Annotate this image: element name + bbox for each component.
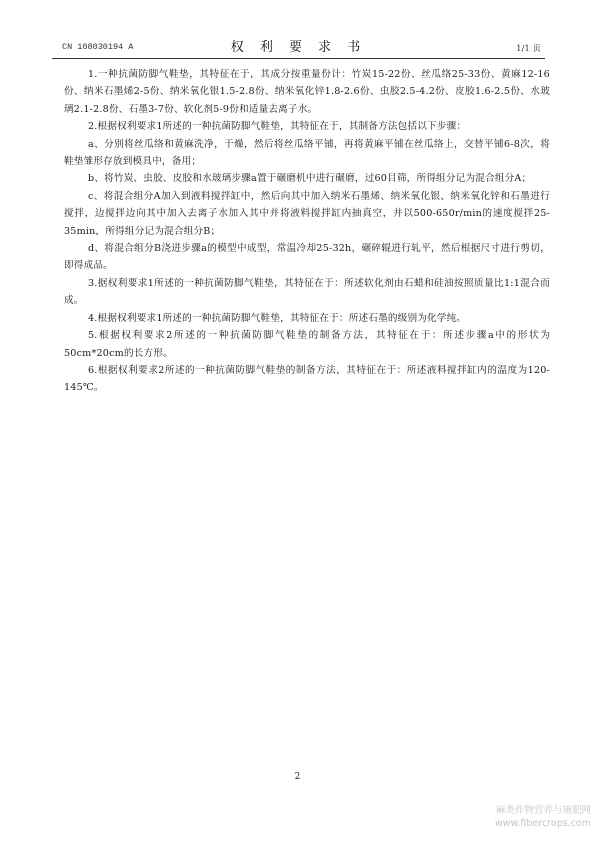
watermark-url: www.fibercrops.com: [494, 818, 591, 829]
claim-step-paragraph: a、分别将丝瓜络和黄麻洗净，干燥，然后将丝瓜络平铺，再将黄麻平铺在丝瓜络上，交替平铺6-8次，将鞋垫雏形存放到模具中，备用；: [64, 138, 550, 168]
claim-paragraph: 2.根据权利要求1所述的一种抗菌防脚气鞋垫，其特征在于，其制备方法包括以下步骤：: [88, 121, 467, 133]
page-number: 2: [294, 772, 301, 782]
claim-paragraph: 3.据权利要求1所述的一种抗菌防脚气鞋垫，其特征在于：所述软化剂由石蜡和硅油按照质量比1:1混合而成。: [64, 277, 550, 307]
claim-paragraph: 6.根据权利要求2所述的一种抗菌防脚气鞋垫的制备方法，其特征在于：所述液料搅拌缸内的温度为120-145℃。: [64, 364, 550, 394]
claim-step-paragraph: b、将竹炭、虫胶、皮胶和水玻璃步骤a置于碾磨机中进行碾磨，过60目筛，所得组分记为混合组分A；: [88, 173, 532, 185]
claim-paragraph: 5.根据权利要求2所述的一种抗菌防脚气鞋垫的制备方法，其特征在于：所述步骤a中的形状为50cm*20cm的长方形。: [64, 330, 550, 359]
page-count: 1/1 页: [516, 44, 541, 54]
claim-step-paragraph: c、将混合组分A加入到液料搅拌缸中，然后向其中加入纳米石墨烯、纳米氧化银、纳米氧化锌和石墨进行搅拌，边搅拌边向其中加入去离子水加入其中并将液料搅拌缸内抽真空，并以500-650r/min的速度搅拌25-35min，所得组分记为混合组分B；: [64, 190, 550, 237]
document-header: [52, 34, 545, 59]
site-watermark: [495, 804, 591, 830]
claim-paragraph: 4.根据权利要求1所述的一种抗菌防脚气鞋垫，其特征在于：所述石墨的级别为化学纯。: [88, 312, 467, 324]
claims-body: [64, 66, 550, 397]
watermark-title: 麻类作物营养与施肥网: [495, 805, 591, 816]
document-title: 权 利 要 求 书: [230, 40, 367, 55]
publication-number: CN 108030194 A: [62, 42, 134, 52]
claim-paragraph: 1.一种抗菌防脚气鞋垫，其特征在于，其成分按重量份计：竹炭15-22份、丝瓜络25-33份、黄麻12-16份、纳米石墨烯2-5份、纳米氧化银1.5-2.8份、纳米氧化锌1.8-2.6份、虫胶2.5-4.2份、皮胶1.6-2.5份、水玻璃2.1-2.8份、石墨3-7份、软化剂5-9份和适量去离子水。: [64, 69, 550, 115]
claim-step-paragraph: d、将混合组分B浇进步骤a的模型中成型，常温冷却25-32h，碾碎辊进行轧平，然后根据尺寸进行剪切，即得成品。: [64, 243, 550, 272]
